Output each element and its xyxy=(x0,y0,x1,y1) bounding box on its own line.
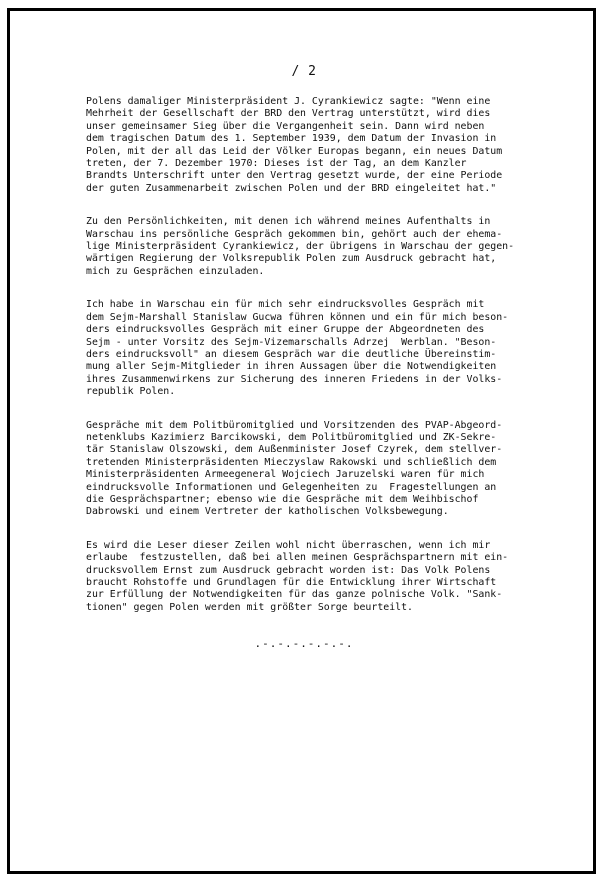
text-line: lige Ministerpräsident Cyrankiewicz, der übrigens in Warschau der gegen- xyxy=(86,241,515,253)
text-line: die Gesprächspartner; ebenso wie die Gespräche mit dem Weihbischof xyxy=(86,493,479,505)
text-line: Es wird die Leser dieser Zeilen wohl nicht überraschen, wenn ich mir xyxy=(86,539,491,551)
paragraph-cyrankiewicz-quote xyxy=(86,96,586,195)
page-number: / 2 xyxy=(291,64,317,79)
text-line: Brandts Unterschrift unter den Vertrag gesetzt wurde, der eine Periode xyxy=(86,170,503,182)
text-line: Polen, mit der all das Leid der Völker Europas begann, ein neues Datum xyxy=(86,145,503,157)
paragraph-politburo-talks xyxy=(86,420,586,519)
paragraph-sejm-talks xyxy=(86,299,586,398)
text-line: netenklubs Kazimierz Barcikowski, dem Politbüromitglied und ZK-Sekre- xyxy=(86,431,497,443)
text-line: Polens damaliger Ministerpräsident J. Cyrankiewicz sagte: "Wenn eine xyxy=(86,96,491,107)
text-line: Dabrowski und einem Vertreter der katholischen Volksbewegung. xyxy=(86,506,449,518)
text-line: treten, der 7. Dezember 1970: Dieses ist der Tag, an dem Kanzler xyxy=(86,158,467,170)
text-line: republik Polen. xyxy=(86,386,176,398)
text-line: zur Erfüllung der Notwendigkeiten für das ganze polnische Volk. "Sank- xyxy=(86,589,503,601)
text-line: dem Sejm-Marshall Stanislaw Gucwa führen können und ein für mich beson- xyxy=(86,311,509,323)
text-line: ihres Zusammenwirkens zur Sicherung des inneren Friedens in der Volks- xyxy=(86,373,503,385)
text-line: tionen" gegen Polen werden mit größter Sorge beurteilt. xyxy=(86,601,413,613)
text-line: tär Stanislaw Olszowski, dem Außenminister Josef Czyrek, dem stellver- xyxy=(86,444,503,456)
text-line: erlaube festzustellen, daß bei allen meinen Gesprächspartnern mit ein- xyxy=(86,552,509,564)
text-line: braucht Rohstoffe und Grundlagen für die Entwicklung ihrer Wirtschaft xyxy=(86,577,497,588)
text-line: der guten Zusammenarbeit zwischen Polen und der BRD eingeleitet hat." xyxy=(86,182,497,194)
text-line: dem tragischen Datum des 1. September 1939, dem Datum der Invasion in xyxy=(86,133,497,145)
text-line: wärtigen Regierung der Volksrepublik Polen zum Ausdruck gebracht hat, xyxy=(86,253,497,265)
end-of-text-mark: .-.-.-.-.-.-. xyxy=(254,637,354,650)
text-line: Ich habe in Warschau ein für mich sehr eindrucksvolles Gespräch mit xyxy=(86,299,485,311)
text-line: mung aller Sejm-Mitglieder in ihren Aussagen über die Notwendigkeiten xyxy=(86,361,497,373)
text-line: ders eindrucksvolles Gespräch mit einer Gruppe der Abgeordneten des xyxy=(86,324,485,336)
text-line: Mehrheit der Gesellschaft der BRD den Vertrag unterstützt, wird dies xyxy=(86,108,491,120)
text-line: unser gemeinsamer Sieg über die Vergangenheit sein. Dann wird neben xyxy=(86,120,485,132)
text-line: mich zu Gesprächen einzuladen. xyxy=(86,265,265,277)
text-line: Gespräche mit dem Politbüromitglied und Vorsitzenden des PVAP-Abgeord- xyxy=(86,419,503,431)
paragraph-personalities xyxy=(86,216,586,278)
text-line: eindrucksvolle Informationen und Gelegenheiten zu Fragestellungen an xyxy=(86,481,497,493)
text-line: drucksvollem Ernst zum Ausdruck gebracht worden ist: Das Volk Polens xyxy=(86,564,491,576)
text-line: Warschau ins persönliche Gespräch gekommen bin, gehört auch der ehema- xyxy=(86,228,503,240)
document-body xyxy=(86,96,586,635)
text-line: Ministerpräsidenten Armeegeneral Wojciech Jaruzelski waren für mich xyxy=(86,469,485,481)
text-line: ders eindrucksvoll" an diesem Gespräch war die deutliche Übereinstim- xyxy=(86,348,497,360)
text-line: tretenden Ministerpräsidenten Mieczyslaw Rakowski und schließlich dem xyxy=(86,456,497,468)
text-line: Sejm - unter Vorsitz des Sejm-Vizemarschalls Adrzej Werblan. "Beson- xyxy=(86,336,497,348)
paragraph-conclusion xyxy=(86,540,586,614)
text-line: Zu den Persönlichkeiten, mit denen ich während meines Aufenthalts in xyxy=(86,216,491,228)
